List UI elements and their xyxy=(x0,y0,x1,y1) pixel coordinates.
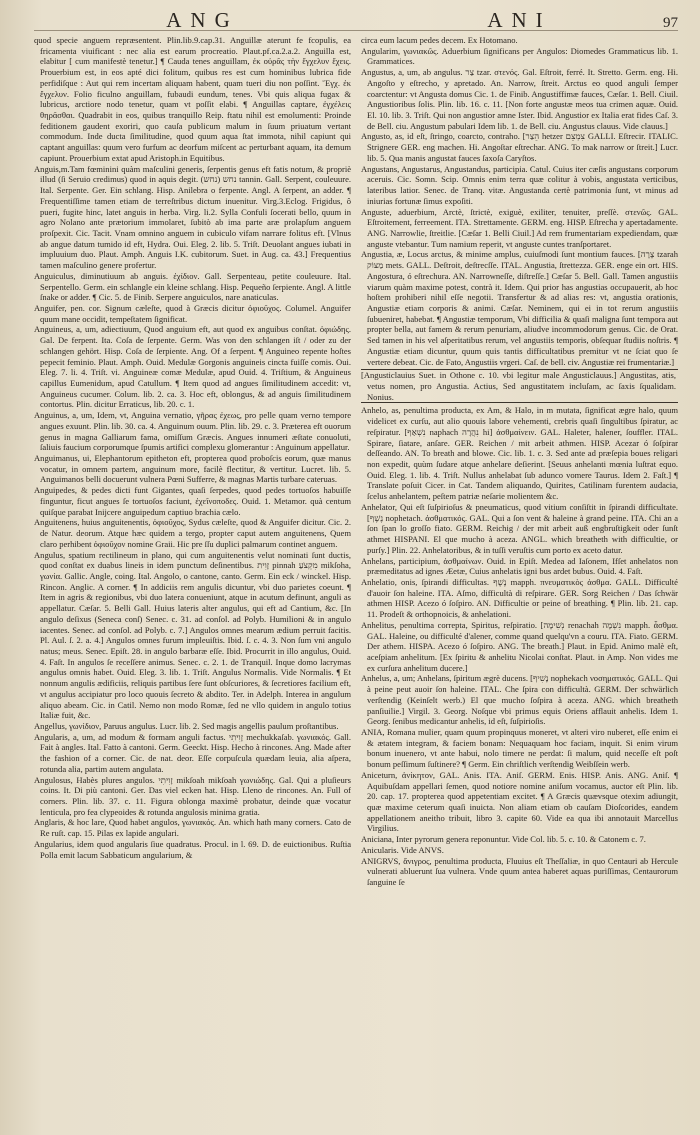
page-number: 97 xyxy=(663,15,678,31)
entry-angusticlauius: [Angusticlauius Suet. in Othone c. 10. vbi legitur male Angusticlauus.] Angustitas, atis, vetus nomen, pro Angustia. Actius, Sed angustitatem incluſam, ac ſaxis ſqualidam. Nonius. xyxy=(361,370,676,402)
entry-angularim: Angularim, γωνιακῶς. Aduerbium ſignificans per Angulos: Diomedes Grammaticus lib. 1. Grammatices. xyxy=(361,45,678,67)
entry-angellus: Angellus, γωνίδιον, Paruus angulus. Lucr. lib. 2. Sed magis angellis paulum proſtantibus. xyxy=(34,721,339,731)
entry-anguilla-cont: quod specie anguem repræsentent. Plin.lib.9.cap.31. Anguillæ aterunt fe fcopulis, ea fricamenta viuificant : nec alia est earum procreatio. Plaut.pf.ca.2.a.2. Anguilla est, elabitur [ cum manifestè tenetur.] ¶ Cauda tenes anguillam, ἐκ οὐρᾶς τὴν ἔγχελυν ἔχεις. Prouerbium est, in eos apté dici folitum, quibus res est cum hominibus lubrica fide perfidiſque : Aut qui rem incertam aliquam habent, quam tueri diu non poſſint. Ἔγχ. ἐκ ἔγχελυν. Folio ficulno anguillam, fubaudi eundum, tenes. Vbi quis aliqua fugax & lubricus, arctiore nodo tenetur, quam vt poſſit elabi. ¶ Anguillas captare, ἐγχέλεις θηρᾶσθαι. Quadrabit in eos, quibus tranquillo Reip. ftatu nihil est emolumenti: Proinde feditionem gaudent exoriri, quo cauſa publicum malum in ſuum priuatum vertant commodum. Inde ducta ſimilitudine, quod quum aqua ſtat immota, nihil capiunt qui captant anguillas: quum vero furfum ac deorfum miſcent ac perturbant aquam, ita demum capiunt. Prouerbium extat apud Aristoph.in Equitibus. xyxy=(34,35,351,163)
entry-angularis: Angularis, a, um, ad modum & formam anguli factus. זָוִיתִי mechukkaſab. γωνιακός. Gall. Fait à angles. Ital. Fatto à cantoni. Germ. Geeckt. Hisp. Hecho à rincones. Ang. Made after the fashion of a corner. Cic. de nat. deor. Eſſe corpuſcula quædam leuia, alia aſpera, rotunda alia, partim autem angulata. xyxy=(34,731,351,774)
entry-angulus: Angulus, spatium rectilineum in plano, qui cum anguitenentis velut nominati ſunt ductis, quod conſtat ex duabus lineis in idem punctum deſinentibus. זָוִית pinnah מִקְצֹעַ mikſoha, γωνία. Gallic. Angle, coing. Ital. Angolo, o cantone, canto. Germ. Ein eck / winckel. Hisp. Rincon. Anglic. A corner. ¶ In addiciis rem angulis dicuntur, vbi duo parietes coeunt. ¶ Item in agris & regionibus, vbi duo latera conueniunt, atque in acutum definunt, anguli as appellatur. Cæſar. 5. Belli Gall. Huius lateris alter angulus, qui eft ad Cantium, &c. [In angulo deſixus (Seneca conſ) Senec. c. 31. ad conſol. ad Polyb. Humilioni & in angulo iacentes. Senec. ad conſol. ad Polyb. c. 7.] Angulos omnes mearum ædium perruit facitis. Pl. Aul. ſ. 2. a. 4.] Angulos omnes furum impleuiſtis. Ibid. ſ. c. 4. 3. Non ſum vni angulo natus; meus. Senec. Epiſt. 28. in angulo barbaræ eſſe. Ibid. Procurrit in illo angulus, Ouid. 4. Faſt. In angulos ſe receſſere animus. Senec. c. 2. 1. de Tranquil. Inque domo lacrymas angulus omnis habet. Ouid. Eleg. 3. lib. 1. Triſt. Angulus Normalis. Vide Normalis. ¶ Et nonnum angulis ædificiis, reliquis partibus ſere ſunt obſcuriores, & ſecretiores facilium eft, vt angulus accipiatur pro loco quouis ſecreto & abdito. Ter. in Adelph. Interea in angulum aliquo abeam. Cic. in Catil. Nemo non modo Romæ, ſed ne vllo quidem in angulo totius Italiæ fuit, &c. xyxy=(34,549,351,721)
entry-angularius: Angularius, idem quod angularis ſiue quadratus. Procul. in l. 69. D. de euictionibus. Ruſtia Polla emit lacum Sabbaticum angularium, & xyxy=(34,838,351,860)
left-column xyxy=(34,35,351,1125)
entry-anguifer: Anguifer, pen. cor. Signum cæleſte, quod à Græcis dicitur ὀφιοῦχος. Columel. Anguifer quum mane occidit, tempeſtatem ſignificat. xyxy=(34,302,351,324)
entry-anguitenens: Anguitenens, huius anguitenentis, ὀφιοῦχος, Sydus cæleſte, quod & Anguifer dicitur. Cic. 2. de Natur. deorum. Atque hæc quidem a tergo, propter caput autem anguitenens, Quem claro perhibent ὀφιοῦχον nomine Graii. Hic pre ſſu duplici palmarum continet anguem. xyxy=(34,517,351,549)
entry-aniceturn: Aniceturn, ἀνίκητον, GAL. Anis. ITA. Aniſ. GERM. Enis. HISP. Anis. ANG. Aniſ. ¶ Aquibuſdam appellari ſemen, quod notiore nomine aniſum vocamus, auctor eſt Plin. lib. 20. cap. 17. propterea quod appetentiam excitet. ¶ A Græcis quævsque otexim adiungit, quæ maxime ceterum quaſi inuicta. Non aliam etiam ob cauſam Dioſcorides, eandem appellationem aneitho tribuit, libro 3. capite 60. Vide ea qua ibi annotauit Marcellus Virgilius. xyxy=(361,769,678,834)
right-column xyxy=(361,35,678,1125)
entry-ania: ANIA, Romana mulier, quam quum propinquus moneret, vt alteri viro nuberet, eſſe enim ei & ætatem integram, & faciem bonam: Nequaquam hoc faciam, inquit. Si enim virum bonum inuenero, vt ante habui, nolo timere ne perdat: ſi malum, quid neceſſe eſt poſt bonum peſſimum ſuſtinere? ¶ Germ. Ein chriſtlich verſtendig Weibſſein werb. xyxy=(361,727,678,770)
entry-angusto: Angusto, as, id eſt, ſtringo, coarcto, contraho. [הֵצַר hetzer צִמְצֵם GALLI. Eſtrecir. ITALIC. Strignere GER. eng machen. Hi. Angoſtar eſtrechar. ANG. To mak narrow or ſtreit.] Lucr. lib. 5. Qua manis angustat fauces ſaxoſa Caryſtos. xyxy=(361,131,678,163)
entry-anguis: Anguis,m.Tam fœminini quàm maſculini generis, ſerpentis genus eft fatis notum, & propriè illud (ſi Seruio credimus) quod in aquis degit. נחש (נחש) tannin. Gall. Serpent, couleuure. Ital. Serpente. Ger. Ein schlang. Hisp. Anilebra o ferpente. Angl. A ſerpent, an adder. ¶ Frequentiſſime tamen etiam de terreſtribus dictum inuenitur. Virg.3.Eclog. Frigidus, ô pueri, fugite hinc, latet anguis in herba. Virg. li.2. Sylla Confuli ſocerati bello, quum in agro Nolano ante prætorium immolaret, ſubitò ab ima parte aræ prolapſum anguem proſpexit. Cic. Tacit. Vnam omnino anguem in cubiculo vifam narrare folitus eft. [Vlnus ab angue datum tumido id eft, Hydra. Oui. Eleg. 2. lib. 5. Triſt. Deuolant angues iubati in impluuium duo. Plaut. Amph. Anguis I.K. cubitorum. Suet. in Aug. ca. 43.] Frequentius tamen maſculino genere profertur. xyxy=(34,163,351,271)
entry-anguipedes: Anguipedes, & pedes dicti funt Gigantes, quaſi ſerpedes, quod pedes tortuoſos habuiſſe finguntur, ficut angues ſe tortuoſos faciunt, ἐχεῖνοποδες. Ouid. 1. Metamor. quà centum quiſque parabat Inijcere anguipedum captiuo brachia cælo. xyxy=(34,485,351,517)
entry-anguinus: Anguinus, a, um, Idem, vt, Anguina vernatio, γῆρας ἐχεως, pro pelle quam verno tempore angues exuunt. Plin. lib. 30. ca. 4. Anguinum ouum. Plin. lib. 29. c. 3. Præterea eft ouorum genus in magna Galliarum fama, omiſſum Græcis. Angues innumeri æſtate conuoluti, ſaliuis faucium corporumque ſpumis artifici complexu glomerantur : Anguinum appellatur. xyxy=(34,410,351,453)
entry-anguste: Anguste, aduerbium, Arctè, ſtrictè, exiguè, exiliter, tenuiter, preſſè. στενῶς. GAL. Eſtroitement, ferreement. ITA. Strettamente. GERM. eng. HISP. Eſtrecha y apertadamente. ANG. Narrowlie, ſtreitlie. [Cæſar 1. Belli Ciuil.] Ad rem frumentariam expediendam, quæ anguste vtebantur. Tum namium reperit, vt anguste cuntes tranſportaret. xyxy=(361,206,678,249)
entry-anicularis: Anicularis. Vide ANVS. xyxy=(361,844,444,855)
entry-anguimanus: Anguimanus, ui, Elephantorum epitheton eft, propterea quod proboſcis eorum, quæ manus vocatur, in omnem partem, anguinum more, facilè flectitur, & vertitur. Lucret. lib. 5. Anguimanos belli docuerunt vulnera Pœni Sufferre, & magnas Martis turbare cateruas. xyxy=(34,453,351,485)
left-running-head: ANG xyxy=(166,8,239,32)
entry-anhelatio: Anhelatio, onis, ſpirandi difficultas. נֶשֶׁף mapph. πνευματικὸς ἀσθμα. GALL. Difficulté d'auoir ſon haleine. ITA. Aſmo, difficultà di reſpirare. GER. Sorg Reichen / Das ſchwär athmen HISP. Acezo ó ſoſpiro. AN. Difficultie or peine of breathing. ¶ Plin. lib. 21. cap. 11. Prodeſt & orthopnoicis, & anhelationi. xyxy=(361,576,678,620)
entry-anhelus: Anhelus, a, um; Anhelans, ſpiritum ægrè ducens. [נָשִׁיף nophekach νοσηματικός. GALL. Qui à peine peut auoir ſon haleine. ITAL. Che ſpira con difficultà. GERM. Der schwärlich verſtendig (Keinſelt werb.) El que mucho ſoſpira à aceza. ANG. which breatheth panſiuilie.] Virgil. 3. Georg. Noſque vbi primus equis Oriens afflauit anhelis. Idem 1. Georg. ſenibus medicantur anhelis, id eſt, ſuſpirioſis. xyxy=(361,673,678,727)
entry-anguiculus: Anguiculus, diminutiuum ab anguis. ἐχίδιον. Gall. Serpenteau, petite couleuure. Ital. Serpentello. Germ. ein schlangle ein kleine schlang. Hisp. Pequeño ſerpiente. Angl. A little ſnake or adder. ¶ Cic. 5. de Finib. Serpere anguiculos, nare anaticulas. xyxy=(34,270,351,303)
entry-anhelo: Anhelo, as, penultima producta, ex Am, & Halo, in m mutata, ſignificat ægre halo, quum videlicet ex curſu, aut alio quouis labore vehementi, crebris quaſi ſingultibus ſpiratur, ac reſpiratur. [נִשְׁאַף naphach נִהֲרָה hi] ἀσθμαίνειν. GAL. Haleter, halener, ſouffler. ITAL. Spirare, ſiatare, anſare. GER. Reichen / mit arbeit athmen. HISP. Acezar ó ſoſpirar deſſeando. AN. To breath and blowe. Cic. lib. 1. c. 3. Sed ante ad præſepia boues religari non expedit, quùm ſudare atque anhelare deſierint. [Seuus anhelanti mœnia luſtrat equo. Ouid. Eleg. 1. lib. 4. Triſt. Nullus anhelabat ſub adunco vomere Taurus. Idem 2. Faſt.] ¶ Translate poſuit Cicer. in Cat. Tandem aliquando, Quirites, Catilinam furentem audacia, ſcelus anhelantem, peſtem patriæ neſarie molientem &c. xyxy=(361,405,678,502)
entry-anguineus: Anguineus, a, um, adiectiuum, Quod anguium eft, aut quod ex anguibus conſtat. ὀφιώδης. Gal. De ferpent. Ita. Coſa de ſerpente. Germ. Was von den schlangen iſt / oder zu der schlangen gehört. Hisp. Coſa de ſerpiente. Ang. Of a ſerpent. ¶ Anguineo repente hoſtes pepecit feminio. Plaut. Amph. Ouid. Medulæ Gorgonis anguineis cincta fuiſſe comis. Oui. Eleg. 7. li. 4. Triſt. vi. Anguineæ comæ Medulæ, apud Ouid. 4. Triſtium, & Anguineus capillus Eumenidum, apud Catullum. ¶ Item quod ad angues ſimilitudinem accedit: vt, Anguineus cucumer. Colum. lib. 2. ca. 3. Hoc eft, oblongus, & ad anguis ſimilitudinem contortus. Plin. dicitur Erraticus, lib. 20. c. 1. xyxy=(34,324,351,410)
entry-angulosus: Angulosus, Habès plures angulos. זָוִיתִי mikſoah mikſoah γωνιώδης. Gal. Qui a pluſieurs coins. It. Di più cantoni. Ger. Das viel ecken hat. Hisp. Lleno de rincones. An. Full of corners. Plin. lib. 37. c. 11. Figura oblonga maximè probatur, deinde quæ vocatur lenticula, pro fea clypeoides & rotunda angulosis minima gratia. xyxy=(34,774,351,817)
entry-anglaris: Anglaris, & hoc lare, Quod habet angulos, γωνιακός. An. which hath many corners. Cato de Re ruſt. cap. 15. Pilas ex lapide angulari. xyxy=(34,817,351,839)
page-header xyxy=(34,8,678,31)
right-running-head: ANI xyxy=(487,8,552,32)
entry-angustans: Angustans, Angustarus, Angustandus, participia. Catul. Cuius iter cæſis angustans corporum aceruis. Cic. Somn. Scip. Omnis enim terra quæ colitur à vobis, angustata verticibus, lateribus latior. Senec. de Tranq. vitæ. Angustanda certè patrimonia ſunt, vt minus ad iniurias fortunæ ſimus expoſiti. xyxy=(361,163,678,206)
entry-anhelator: Anhelator, Qui eſt ſuſpirioſus & pneumaticus, quod vitium conſiſtit in ſpirandi difficultate. [נֶשֶׁף nophetach. ἀσθματικός. GAL. Qui a ſon vent & haleine à grand peine. ITA. Chi an a ſon ſpan lo groſſo fiato. GERM. Reichig / der mit arbeit auß engbruſtigkeit oder ſunſt athmet HISPANI. El que mucho à aceza. ANGL. which breatheth with difficultie, or purſy.] Plin. 22. Anhelatoribus, & in tuſſi veruſtis cum porto ex aceto datur. xyxy=(361,501,678,555)
entry-angularius-cont: circa eum lacum pedes decem. Ex Hotomano. xyxy=(361,35,518,45)
two-column-body xyxy=(34,35,678,1125)
entry-anigrus: ANIGRVS, ἄνιγρος, penultima producta, Fluuius eſt Theſſaliæ, in quo Centauri ab Hercule vulnerati abluerunt ſua vulnera. Vnde quum antea haberet aquas puriſſimas, Centaurorum ſanguine ſe xyxy=(361,855,678,888)
entry-angustus: Angustus, a, um, ab angulus. צַר tzar. στενός. Gal. Eſtroit, ferré. It. Stretto. Germ. eng. Hi. Angoſto y eſtrecho, y apretado. An. Narrow, ſtreit. Arctus eo quod anguli ſemper coarctentur: vt Angusta domus Cic. 1. de Finib. Angustiffimæ fauces, Cæſar. 1. Bell. Ciuil. Angustioribus ſolis. Plin. lib. 16. c. 11. [Non forte angustæ meos tua crimen aquæ. Ouid. El. 10. lib. 3. Triſt. Qui non angustior amne Ister. Ibid. Angustior ex Italia erat fides Caſ. 3. de Bell. ciu. Angustum pabulari Idem lib. 1. de Bell. ciu. Angustus clauus. Vide clauus.] xyxy=(361,67,678,131)
entry-anhelitus: Anhelitus, penultima correpta, Spiritus, reſpiratio. [נְשִׁימָה renachah נִשְׁמָה mapph. ἆσθμα. GAL. Haleine, ou difficulté d'alener, comme quand quelqu'vn a couru. ITA. Fiato. GERM. Der athem. HISPA. Acezo ó ſoſpiro. ANG. The breath.] Plaut. in Epid. Animo malè eſt, aceſpiam anhelitum. [Ex ſpiritu & anhelitu Nicolai conſtat. Plaut. in Amp. Non vides me ex curſura anhelitum ducere.] xyxy=(361,619,678,673)
entry-aniciana: Aniciana, Inter pyrorum genera reponuntur. Vide Col. lib. 5. c. 10. & Catonem c. 7. xyxy=(361,834,646,845)
entry-angustia: Angustia, æ, Locus arctus, & minime amplus, cuiuſmodi ſunt montium fauces. [צָרָה tzarah מַצּוֹק mets. GALL. Deſtroit, deſtrecſſe. ITAL. Angustia, ſtrettezza. GER. enge ein ort. HIS. Angostura, ó eſtrechura. AN. Narrowneſſe, diſtreſſe.] Cæſar 5. Bell. Gall. Tamen angustiis viarum quàm maxime potest, contrà it. Idem. Qui prior has angustias occupauerit, ab hoc hoſtem prohiberi nihil eſſe negotii. Transfertur & ad alias res: vt, angustia orationis, Angustiæ etiam corporis & animi. Cæſar. Neminem, qui ei in tot rerum angustiis ſubueniret, habebat. ¶ Angustiæ temporum, Vbi difficilia & quaſi maligna ſunt tempora aut propter bella, aut famem & rerum penuriam, aliudve incommodorum genus. Cic. de Orat. Sed tamen in his vel aſperitatibus rerum, vel angustiis temporis, obſequar ſtudiis noſtris. ¶ Angustiæ etiam dicuntur, quum quis tantis difficultatibus premitur vt ne ſciat quo ſe vertere debeat. Cic. de Fato, Angustiis vrgeri. Caſ. de bell. civ. Angustiæ rei frumentariæ.] xyxy=(361,249,678,367)
entry-anhelans: Anhelans, participium, ἀσθμαίνων. Ouid. in Epiſt. Medea ad Iaſonem, Ifſet anhelatos non præmeditatus ad ignes Æetæ, Cuius anhelatis igni bus ardet bubus. Ouid. 4. Faſt. xyxy=(361,555,678,577)
